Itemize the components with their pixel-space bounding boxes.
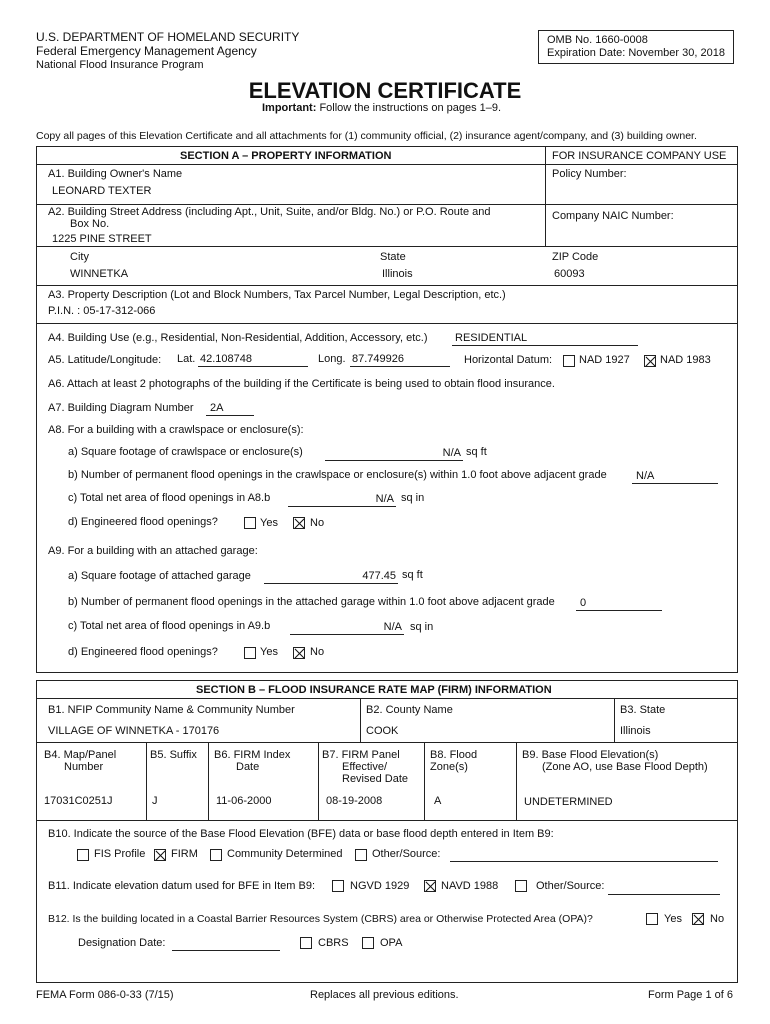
ngvd1929-checkbox[interactable] <box>332 880 344 892</box>
b9-base-flood-elevation[interactable]: UNDETERMINED <box>524 796 613 808</box>
b11-other-label: Other/Source: <box>536 880 605 892</box>
nad1927-label: NAD 1927 <box>579 354 630 366</box>
policy-number-label: Policy Number: <box>552 168 627 180</box>
a8d-yes-label: Yes <box>260 517 278 529</box>
b6-label-2: Date <box>236 761 260 773</box>
a8-label: A8. For a building with a crawlspace or enclosure(s): <box>48 424 304 436</box>
datum-label: Horizontal Datum: <box>464 354 553 366</box>
a8b-label: b) Number of permanent flood openings in the crawlspace or enclosure(s) within 1.0 foot above adjacent grade <box>68 469 607 481</box>
a7-diagram-number[interactable]: 2A <box>210 402 224 414</box>
b11-other-checkbox[interactable] <box>515 880 527 892</box>
b1-community[interactable]: VILLAGE OF WINNETKA - 170176 <box>48 725 220 737</box>
insurance-use-label: FOR INSURANCE COMPANY USE <box>552 150 727 162</box>
a4-label: A4. Building Use (e.g., Residential, Non-Residential, Addition, Accessory, etc.) <box>48 332 428 344</box>
b12-no-label: No <box>710 913 725 925</box>
a9c-unit: sq in <box>410 621 434 633</box>
a9d-yes-label: Yes <box>260 646 278 658</box>
b8-label-2: Zone(s) <box>430 761 468 773</box>
b4-map-panel[interactable]: 17031C0251J <box>44 795 113 807</box>
a8c-value[interactable]: N/A <box>375 493 394 505</box>
a9-label: A9. For a building with an attached garage: <box>48 545 258 557</box>
lat-label: Lat. <box>177 353 196 365</box>
firm-label: FIRM <box>171 848 198 860</box>
expiration-date: Expiration Date: November 30, 2018 <box>547 47 725 59</box>
a1-owner-name[interactable]: LEONARD TEXTER <box>52 185 152 197</box>
a9d-yes-checkbox[interactable] <box>244 647 256 659</box>
b6-label: B6. FIRM Index <box>214 749 291 761</box>
designation-date-input[interactable] <box>172 950 280 951</box>
a9a-unit: sq ft <box>402 569 423 581</box>
community-determined-checkbox[interactable] <box>210 849 222 861</box>
a2-label-2: Box No. <box>70 218 110 230</box>
state-value[interactable]: Illinois <box>382 268 413 280</box>
city-value[interactable]: WINNETKA <box>70 268 129 280</box>
community-determined-label: Community Determined <box>227 848 343 860</box>
a9b-label: b) Number of permanent flood openings in the attached garage within 1.0 foot above adjacent grade <box>68 596 555 608</box>
a8a-unit: sq ft <box>466 446 487 458</box>
a9d-no-label: No <box>310 646 325 658</box>
long-label: Long. <box>318 353 346 365</box>
fis-profile-checkbox[interactable] <box>77 849 89 861</box>
agency-name: Federal Emergency Management Agency <box>36 44 257 58</box>
a4-building-use[interactable]: RESIDENTIAL <box>455 332 528 344</box>
program-name: National Flood Insurance Program <box>36 59 204 71</box>
b7-firm-panel-date[interactable]: 08-19-2008 <box>326 795 383 807</box>
a6-label: A6. Attach at least 2 photographs of the building if the Certificate is being used to obtain flood insurance. <box>48 378 555 390</box>
nad1983-label: NAD 1983 <box>660 354 711 366</box>
b11-label: B11. Indicate elevation datum used for BFE in Item B9: <box>48 880 315 892</box>
firm-checkbox[interactable] <box>154 849 166 861</box>
b10-label: B10. Indicate the source of the Base Flood Elevation (BFE) data or base flood depth entered in Item B9: <box>48 828 554 840</box>
b6-firm-index-date[interactable]: 11-06-2000 <box>216 795 272 807</box>
b2-county[interactable]: COOK <box>366 725 399 737</box>
a9b-value[interactable]: 0 <box>580 597 587 609</box>
zip-label: ZIP Code <box>552 251 599 263</box>
page-title: ELEVATION CERTIFICATE <box>248 78 522 103</box>
b9-label-2: (Zone AO, use Base Flood Depth) <box>542 761 708 773</box>
b7-label-3: Revised Date <box>342 773 409 785</box>
b8-flood-zone[interactable]: A <box>434 795 442 807</box>
b12-yes-checkbox[interactable] <box>646 913 658 925</box>
omb-box <box>538 30 734 64</box>
a3-label: A3. Property Description (Lot and Block Numbers, Tax Parcel Number, Legal Description, etc.) <box>48 289 506 301</box>
dept-name: U.S. DEPARTMENT OF HOMELAND SECURITY <box>36 30 300 44</box>
cbrs-checkbox[interactable] <box>300 937 312 949</box>
opa-label: OPA <box>380 937 403 949</box>
replaces-note: Replaces all previous editions. <box>310 989 459 1001</box>
a8b-value[interactable]: N/A <box>636 470 655 482</box>
navd1988-label: NAVD 1988 <box>441 880 499 892</box>
copy-note: Copy all pages of this Elevation Certificate and all attachments for (1) community official, (2) insurance agent/company, and (3) building owner. <box>36 130 697 142</box>
naic-label: Company NAIC Number: <box>552 210 674 222</box>
b3-state[interactable]: Illinois <box>620 725 651 737</box>
b2-label: B2. County Name <box>366 704 453 716</box>
opa-checkbox[interactable] <box>362 937 374 949</box>
longitude-input[interactable]: 87.749926 <box>352 353 404 365</box>
a8d-no-checkbox[interactable] <box>293 517 305 529</box>
b12-no-checkbox[interactable] <box>692 913 704 925</box>
b7-label-2: Effective/ <box>342 761 388 773</box>
a2-street-address[interactable]: 1225 PINE STREET <box>52 233 152 245</box>
section-b-title: SECTION B – FLOOD INSURANCE RATE MAP (FIRM) INFORMATION <box>196 684 552 696</box>
zip-value[interactable]: 60093 <box>554 268 585 280</box>
section-a-title: SECTION A – PROPERTY INFORMATION <box>180 150 392 162</box>
b8-label: B8. Flood <box>430 749 478 761</box>
form-number: FEMA Form 086-0-33 (7/15) <box>36 989 174 1001</box>
b5-suffix[interactable]: J <box>152 795 158 807</box>
b9-label: B9. Base Flood Elevation(s) <box>522 749 659 761</box>
a2-label: A2. Building Street Address (including Apt., Unit, Suite, and/or Bldg. No.) or P.O. Route and <box>48 206 491 218</box>
important-note: Important: Follow the instructions on pages 1–9. <box>262 102 502 114</box>
b11-other-input[interactable] <box>608 894 720 895</box>
a8d-no-label: No <box>310 517 325 529</box>
b4-label-2: Number <box>64 761 104 773</box>
a9d-label: d) Engineered flood openings? <box>68 646 218 658</box>
ngvd1929-label: NGVD 1929 <box>350 880 410 892</box>
a9d-no-checkbox[interactable] <box>293 647 305 659</box>
a9c-value[interactable]: N/A <box>383 621 402 633</box>
b10-other-label: Other/Source: <box>372 848 441 860</box>
a9c-label: c) Total net area of flood openings in A9.b <box>68 620 271 632</box>
city-label: City <box>70 251 89 263</box>
b10-other-checkbox[interactable] <box>355 849 367 861</box>
b4-label: B4. Map/Panel <box>44 749 117 761</box>
a8a-value[interactable]: N/A <box>442 447 461 459</box>
a8c-unit: sq in <box>401 492 425 504</box>
page-number: Form Page 1 of 6 <box>648 989 733 1001</box>
omb-number: OMB No. 1660-0008 <box>547 34 648 46</box>
navd1988-checkbox[interactable] <box>424 880 436 892</box>
nad1983-checkbox[interactable] <box>644 355 656 367</box>
b1-label: B1. NFIP Community Name & Community Number <box>48 704 295 716</box>
nad1927-checkbox[interactable] <box>563 355 575 367</box>
state-label: State <box>380 251 406 263</box>
b12-yes-label: Yes <box>664 913 682 925</box>
a9a-label: a) Square footage of attached garage <box>68 570 251 582</box>
a8a-label: a) Square footage of crawlspace or enclosure(s) <box>68 446 303 458</box>
b5-label: B5. Suffix <box>150 749 197 761</box>
latitude-input[interactable]: 42.108748 <box>200 353 252 365</box>
designation-date-label: Designation Date: <box>78 937 166 949</box>
b12-label: B12. Is the building located in a Coastal Barrier Resources System (CBRS) area or Otherwise Protected Area (OPA)? <box>48 913 593 925</box>
a5-label: A5. Latitude/Longitude: <box>48 354 162 366</box>
b7-label: B7. FIRM Panel <box>322 749 400 761</box>
a8c-label: c) Total net area of flood openings in A8.b <box>68 492 271 504</box>
a9a-value[interactable]: 477.45 <box>362 570 396 582</box>
a3-value[interactable]: P.I.N. : 05-17-312-066 <box>48 305 156 317</box>
cbrs-label: CBRS <box>318 937 349 949</box>
a1-label: A1. Building Owner's Name <box>48 168 183 180</box>
b10-other-input[interactable] <box>450 861 718 862</box>
fis-profile-label: FIS Profile <box>94 848 146 860</box>
a7-label: A7. Building Diagram Number <box>48 402 194 414</box>
a8d-label: d) Engineered flood openings? <box>68 516 218 528</box>
b3-label: B3. State <box>620 704 666 716</box>
a8d-yes-checkbox[interactable] <box>244 517 256 529</box>
